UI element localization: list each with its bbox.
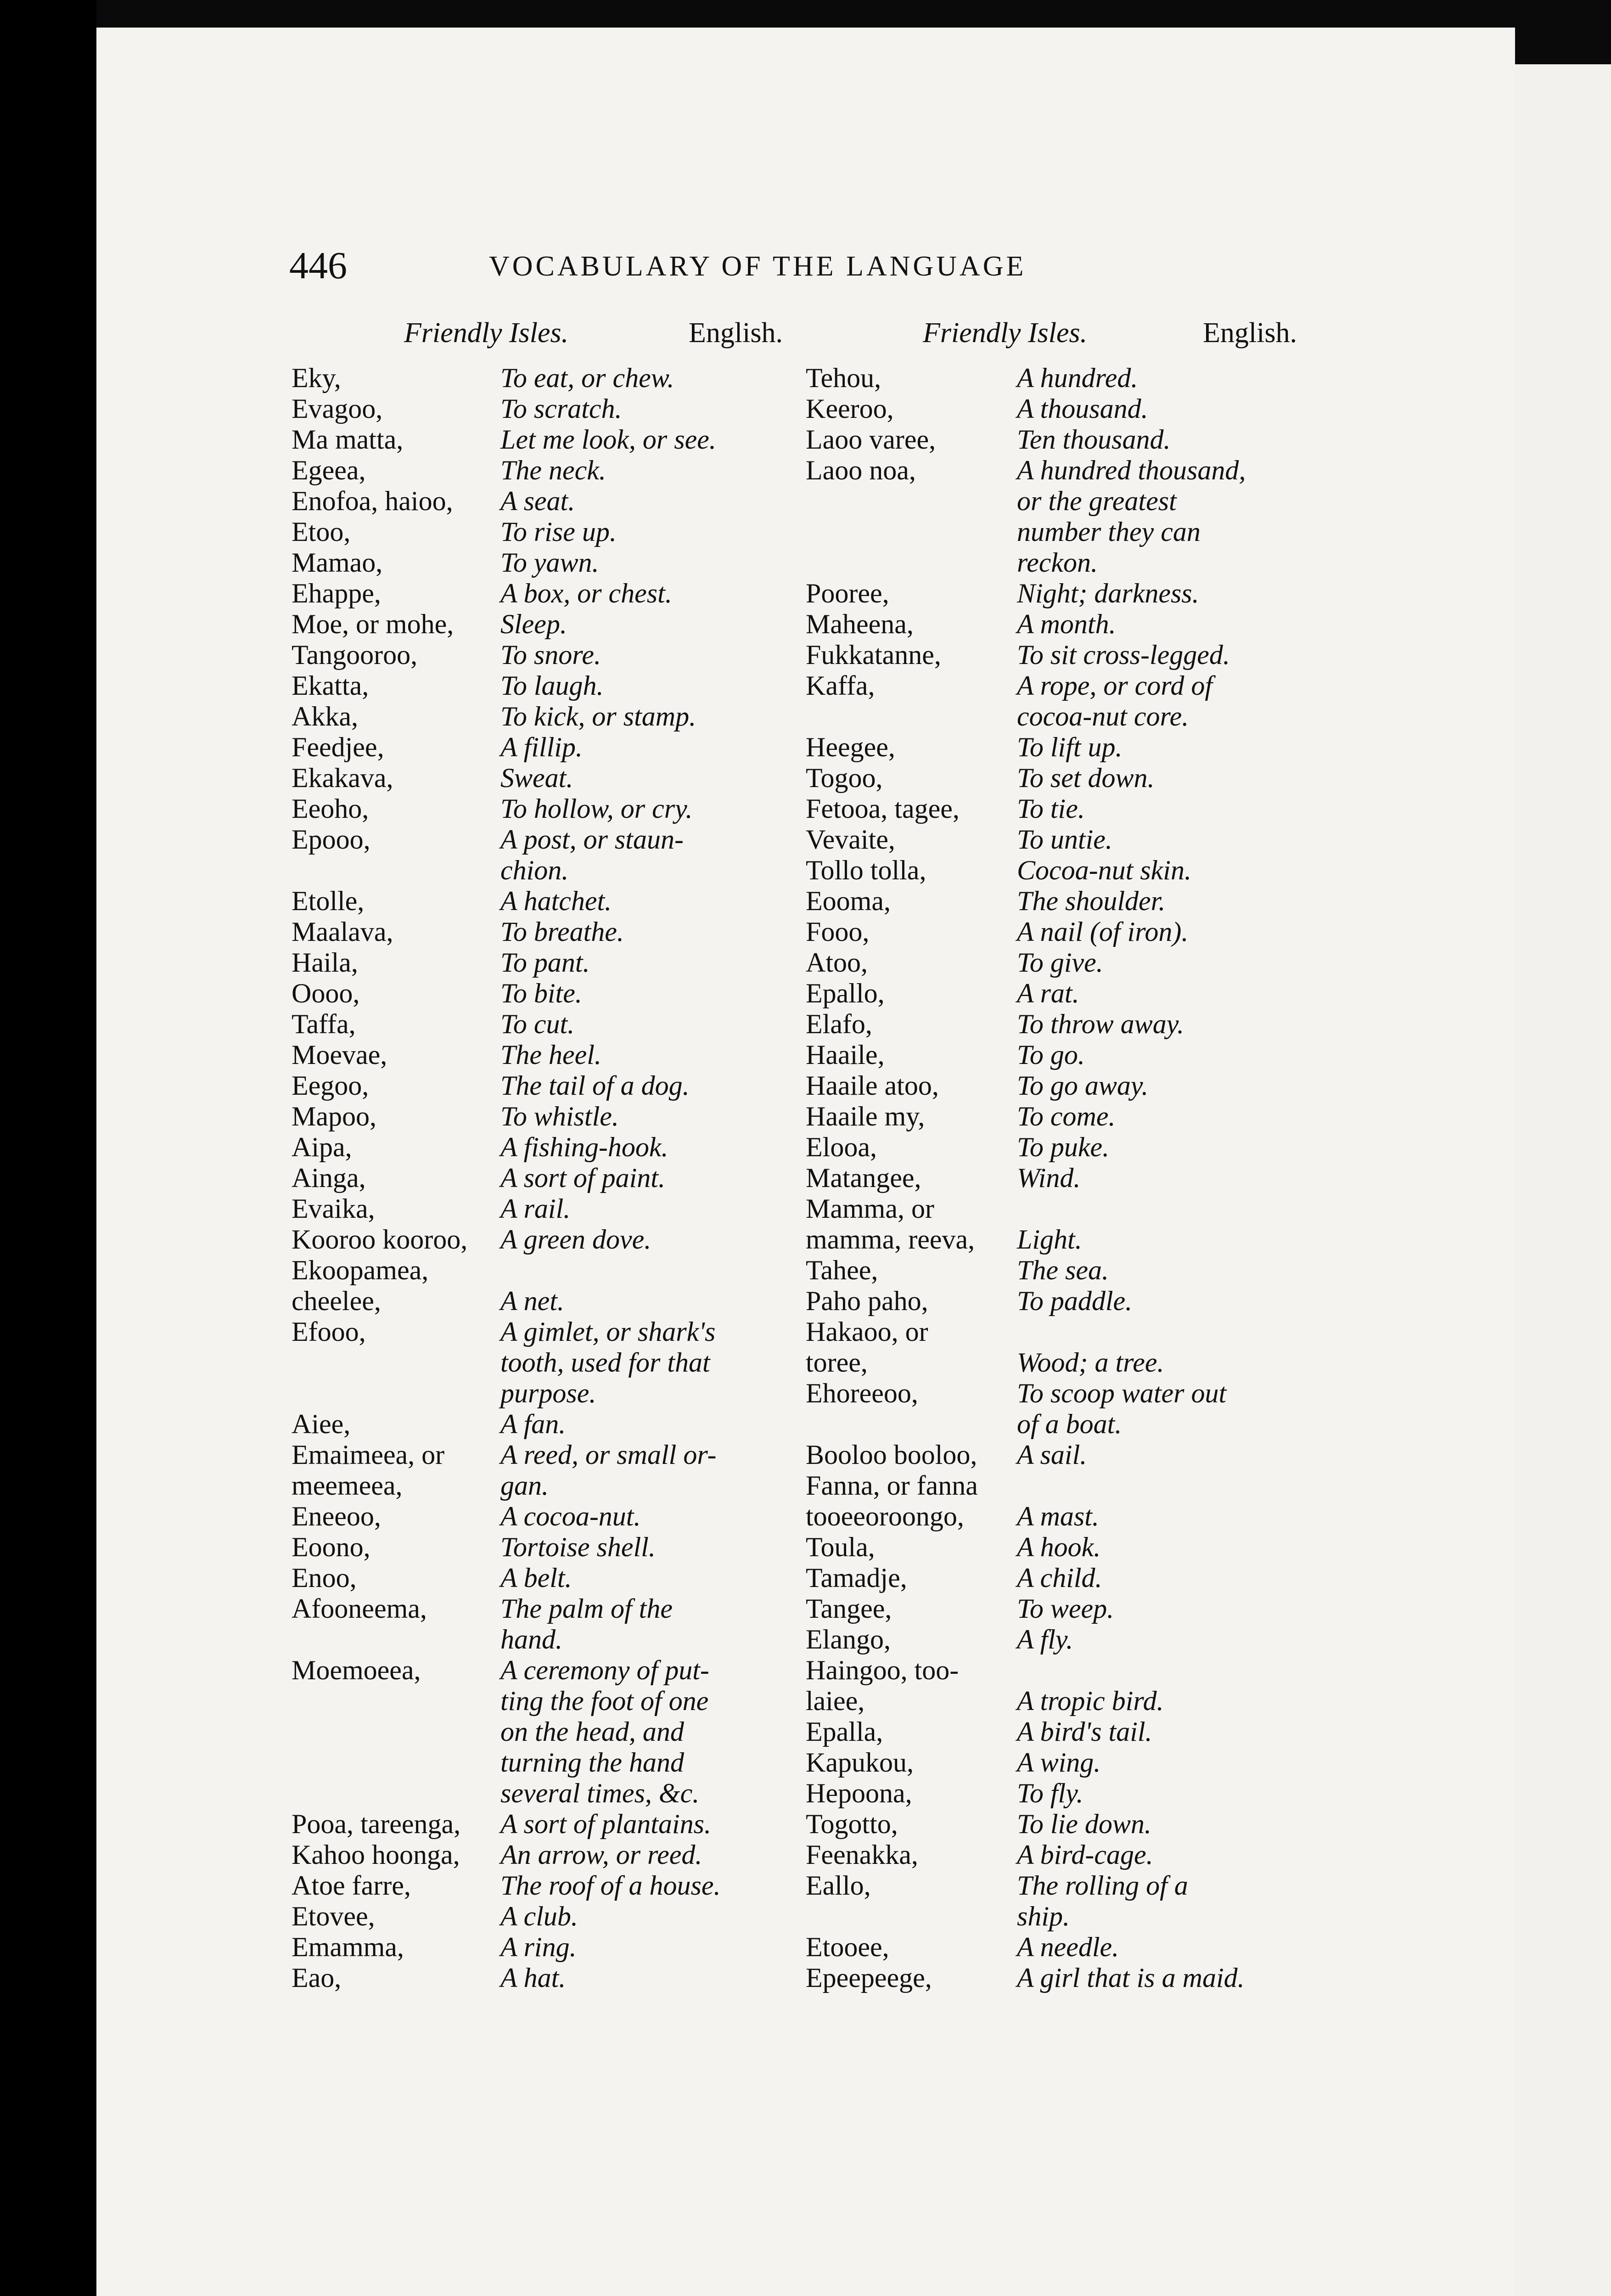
running-head: VOCABULARY OF THE LANGUAGE bbox=[489, 251, 1027, 282]
vocab-line: A club. bbox=[500, 1901, 578, 1931]
vocab-line bbox=[806, 1409, 1035, 1440]
vocab-line: The roof of a house. bbox=[500, 1870, 721, 1901]
vocab-line: Keeroo, bbox=[806, 394, 894, 424]
vocab-line: Mamma, or bbox=[806, 1193, 934, 1224]
vocab-line: To go away. bbox=[1017, 1070, 1149, 1101]
vocab-line: Let me look, or see. bbox=[500, 424, 716, 455]
vocab-line bbox=[806, 701, 1035, 732]
vocab-line: Matangee, bbox=[806, 1163, 921, 1193]
vocab-line: Atoe farre, bbox=[292, 1870, 411, 1901]
vocab-line: Epeepeege, bbox=[806, 1963, 932, 1993]
vocab-line: of a boat. bbox=[1017, 1409, 1122, 1439]
vocab-line: Eneeoo, bbox=[292, 1501, 381, 1531]
vocab-line: Eallo, bbox=[806, 1870, 871, 1901]
vocab-line: Feedjee, bbox=[292, 732, 384, 762]
vocab-line: To set down. bbox=[1017, 763, 1155, 793]
vocab-line: hand. bbox=[500, 1624, 562, 1654]
vocab-line: Kaffa, bbox=[806, 670, 875, 701]
vocab-line: A nail (of iron). bbox=[1017, 917, 1189, 947]
vocab-line: Moevae, bbox=[292, 1040, 387, 1070]
vocab-line: A sort of plantains. bbox=[500, 1809, 711, 1839]
vocab-line: turning the hand bbox=[500, 1747, 684, 1778]
vocab-line: A fan. bbox=[500, 1409, 566, 1439]
vocab-line: Enofoa, haioo, bbox=[292, 486, 453, 516]
vocab-line: To scoop water out bbox=[1017, 1378, 1227, 1408]
vocab-line: Elooa, bbox=[806, 1132, 877, 1162]
vocab-line: Enoo, bbox=[292, 1563, 357, 1593]
vocab-line: Aipa, bbox=[292, 1132, 352, 1162]
vocab-line: Eao, bbox=[292, 1963, 342, 1993]
vocab-line: Pooa, tareenga, bbox=[292, 1809, 461, 1839]
vocab-line: A ring. bbox=[500, 1932, 577, 1962]
vocab-line: or the greatest bbox=[1017, 486, 1177, 516]
vocab-line: Togotto, bbox=[806, 1809, 898, 1839]
vocab-line bbox=[292, 1686, 530, 1716]
vocab-line: A reed, or small or- bbox=[500, 1440, 717, 1470]
vocab-line: To lie down. bbox=[1017, 1809, 1151, 1839]
vocab-line: Feenakka, bbox=[806, 1840, 918, 1870]
vocab-line: A girl that is a maid. bbox=[1017, 1963, 1245, 1993]
vocab-line: laiee, bbox=[806, 1686, 865, 1716]
vocab-line: Heegee, bbox=[806, 732, 895, 762]
vocab-line: Night; darkness. bbox=[1017, 578, 1199, 608]
vocab-line: meemeea, bbox=[292, 1470, 403, 1501]
scan-dark-margin bbox=[0, 0, 96, 2296]
vocab-line: A seat. bbox=[500, 486, 575, 516]
vocab-line: tooth, used for that bbox=[500, 1347, 710, 1378]
vocab-line: A fillip. bbox=[500, 732, 583, 762]
vocab-line: To pant. bbox=[500, 947, 590, 978]
vocab-line: Ten thousand. bbox=[1017, 424, 1171, 455]
vocab-line: Fukkatanne, bbox=[806, 640, 941, 670]
vocab-line bbox=[1017, 1470, 1366, 1501]
vocab-line: A hatchet. bbox=[500, 886, 612, 916]
vocab-line: on the head, and bbox=[500, 1716, 684, 1747]
vocab-line: A ceremony of put- bbox=[500, 1655, 709, 1685]
vocab-line: To scratch. bbox=[500, 394, 622, 424]
vocab-line: Tortoise shell. bbox=[500, 1532, 656, 1562]
vocab-line: cheelee, bbox=[292, 1286, 381, 1316]
vocab-line bbox=[292, 1778, 530, 1809]
vocab-line: Epallo, bbox=[806, 978, 885, 1008]
vocab-line: Laoo varee, bbox=[806, 424, 936, 455]
vocab-line bbox=[292, 1716, 530, 1747]
vocab-line: A child. bbox=[1017, 1563, 1102, 1593]
vocab-line: To sit cross-legged. bbox=[1017, 640, 1230, 670]
vocab-line bbox=[806, 486, 1035, 517]
vocab-line: Elafo, bbox=[806, 1009, 872, 1039]
vocab-line: A cocoa-nut. bbox=[500, 1501, 641, 1531]
vocab-line: Pooree, bbox=[806, 578, 889, 608]
vocab-line: The palm of the bbox=[500, 1593, 673, 1624]
vocab-line: Atoo, bbox=[806, 947, 868, 978]
vocab-line: Tangooroo, bbox=[292, 640, 418, 670]
vocab-line: Sleep. bbox=[500, 609, 567, 639]
vocab-line: Mamao, bbox=[292, 547, 383, 578]
vocab-line: A hundred thousand, bbox=[1017, 455, 1246, 485]
vocab-line: Evaika, bbox=[292, 1193, 375, 1224]
vocab-line: Fetooa, tagee, bbox=[806, 793, 960, 824]
vocab-line bbox=[292, 1747, 530, 1778]
vocab-line bbox=[292, 1378, 530, 1409]
vocab-line: The shoulder. bbox=[1017, 886, 1166, 916]
vocab-line: A rope, or cord of bbox=[1017, 670, 1213, 701]
vocab-line: To tie. bbox=[1017, 793, 1085, 824]
vocab-line: A fishing-hook. bbox=[500, 1132, 668, 1162]
vocab-line: Haingoo, too- bbox=[806, 1655, 959, 1685]
vocab-line bbox=[1017, 1317, 1366, 1347]
vocab-line: A sort of paint. bbox=[500, 1163, 665, 1193]
vocab-line: To snore. bbox=[500, 640, 601, 670]
vocab-line: A mast. bbox=[1017, 1501, 1099, 1531]
vocab-line: toree, bbox=[806, 1347, 868, 1378]
vocab-line: number they can bbox=[1017, 517, 1201, 547]
vocab-line: Epooo, bbox=[292, 824, 370, 855]
vocab-line: To cut. bbox=[500, 1009, 575, 1039]
vocab-line: A fly. bbox=[1017, 1624, 1073, 1654]
vocab-line: A gimlet, or shark's bbox=[500, 1317, 716, 1347]
vocab-line: To give. bbox=[1017, 947, 1103, 978]
vocab-line: To weep. bbox=[1017, 1593, 1114, 1624]
vocab-line: Tamadje, bbox=[806, 1563, 907, 1593]
vocab-line: Eooma, bbox=[806, 886, 891, 916]
vocab-line bbox=[500, 1255, 836, 1286]
vocab-line: Wood; a tree. bbox=[1017, 1347, 1164, 1378]
vocab-line: A wing. bbox=[1017, 1747, 1101, 1778]
vocab-line: Ehappe, bbox=[292, 578, 381, 608]
vocab-line: cocoa-nut core. bbox=[1017, 701, 1189, 732]
vocab-line: Wind. bbox=[1017, 1163, 1081, 1193]
vocab-line bbox=[1017, 1655, 1366, 1686]
vocab-line: The heel. bbox=[500, 1040, 601, 1070]
vocab-line: Maalava, bbox=[292, 917, 393, 947]
vocab-line: Haaile atoo, bbox=[806, 1070, 939, 1101]
vocab-line: Paho paho, bbox=[806, 1286, 928, 1316]
vocab-line: Ainga, bbox=[292, 1163, 366, 1193]
vocab-line: The tail of a dog. bbox=[500, 1070, 690, 1101]
vocab-line: Evagoo, bbox=[292, 394, 383, 424]
vocab-line: Oooo, bbox=[292, 978, 360, 1008]
vocab-line: To untie. bbox=[1017, 824, 1112, 855]
vocab-line: Ekatta, bbox=[292, 670, 369, 701]
vocab-line: mamma, reeva, bbox=[806, 1224, 975, 1255]
vocab-line: Moe, or mohe, bbox=[292, 609, 454, 639]
vocab-line: A bird-cage. bbox=[1017, 1840, 1153, 1870]
vocab-line: reckon. bbox=[1017, 547, 1098, 578]
vocab-line: The neck. bbox=[500, 455, 606, 485]
vocab-line: To throw away. bbox=[1017, 1009, 1184, 1039]
vocab-line: purpose. bbox=[500, 1378, 596, 1408]
vocab-line: Kahoo hoonga, bbox=[292, 1840, 460, 1870]
vocab-line: To hollow, or cry. bbox=[500, 793, 693, 824]
vocab-line: Afooneema, bbox=[292, 1593, 427, 1624]
column-english-2 bbox=[1017, 363, 1366, 1993]
vocab-line: Etovee, bbox=[292, 1901, 375, 1931]
vocab-line: To lift up. bbox=[1017, 732, 1123, 762]
vocab-line: To breathe. bbox=[500, 917, 624, 947]
column-header-english-1: English. bbox=[689, 317, 783, 349]
vocab-line: To fly. bbox=[1017, 1778, 1083, 1808]
vocab-line: Etolle, bbox=[292, 886, 365, 916]
vocab-line: To come. bbox=[1017, 1101, 1116, 1131]
vocab-line: ship. bbox=[1017, 1901, 1070, 1931]
vocab-line: Hepoona, bbox=[806, 1778, 912, 1808]
page-number: 446 bbox=[289, 244, 347, 287]
vocab-line: Mapoo, bbox=[292, 1101, 376, 1131]
vocab-line: Eegoo, bbox=[292, 1070, 369, 1101]
vocab-line bbox=[1017, 1193, 1366, 1224]
vocab-line: gan. bbox=[500, 1470, 549, 1501]
vocab-line: Tangee, bbox=[806, 1593, 892, 1624]
vocab-line bbox=[806, 547, 1035, 578]
vocab-line: To yawn. bbox=[500, 547, 599, 578]
column-english-1 bbox=[500, 363, 836, 1993]
vocab-line: Toula, bbox=[806, 1532, 875, 1562]
vocab-line: Light. bbox=[1017, 1224, 1082, 1255]
vocab-line: Tehou, bbox=[806, 363, 881, 393]
vocab-line: Eky, bbox=[292, 363, 341, 393]
vocab-line: Kooroo kooroo, bbox=[292, 1224, 468, 1255]
vocab-line: To paddle. bbox=[1017, 1286, 1133, 1316]
vocab-line: A month. bbox=[1017, 609, 1116, 639]
vocab-line: Booloo booloo, bbox=[806, 1440, 977, 1470]
column-friendly-isles-2 bbox=[806, 363, 1035, 1993]
vocab-line: A hook. bbox=[1017, 1532, 1101, 1562]
vocab-line: To whistle. bbox=[500, 1101, 619, 1131]
vocab-line: Maheena, bbox=[806, 609, 914, 639]
vocab-line bbox=[292, 1347, 530, 1378]
vocab-line: Haaile my, bbox=[806, 1101, 925, 1131]
vocab-line: A belt. bbox=[500, 1563, 572, 1593]
vocab-line: To kick, or stamp. bbox=[500, 701, 696, 732]
vocab-line: Aiee, bbox=[292, 1409, 351, 1439]
vocab-line: A post, or staun- bbox=[500, 824, 684, 855]
column-header-english-2: English. bbox=[1203, 317, 1297, 349]
vocab-line: A hundred. bbox=[1017, 363, 1138, 393]
vocab-line: To go. bbox=[1017, 1040, 1085, 1070]
vocab-line: A hat. bbox=[500, 1963, 566, 1993]
vocab-line: The sea. bbox=[1017, 1255, 1109, 1285]
vocab-line bbox=[806, 1901, 1035, 1932]
vocab-line: Vevaite, bbox=[806, 824, 895, 855]
column-friendly-isles-1 bbox=[292, 363, 530, 1993]
vocab-line: To puke. bbox=[1017, 1132, 1110, 1162]
vocab-line: A box, or chest. bbox=[500, 578, 672, 608]
vocab-line: Fanna, or fanna bbox=[806, 1470, 978, 1501]
vocab-line: tooeeoroongo, bbox=[806, 1501, 964, 1531]
vocab-line: Taffa, bbox=[292, 1009, 356, 1039]
vocab-line: Cocoa-nut skin. bbox=[1017, 855, 1191, 885]
vocab-line: An arrow, or reed. bbox=[500, 1840, 702, 1870]
vocab-line: Eoono, bbox=[292, 1532, 370, 1562]
vocab-line: A bird's tail. bbox=[1017, 1716, 1152, 1747]
vocab-line: Ehoreeoo, bbox=[806, 1378, 918, 1408]
vocab-line: A green dove. bbox=[500, 1224, 651, 1255]
vocab-line: Akka, bbox=[292, 701, 358, 732]
column-header-friendly-isles-2: Friendly Isles. bbox=[923, 317, 1088, 349]
vocab-line: A net. bbox=[500, 1286, 564, 1316]
vocab-line: Ekakava, bbox=[292, 763, 393, 793]
vocab-line: Emamma, bbox=[292, 1932, 404, 1962]
vocab-line: The rolling of a bbox=[1017, 1870, 1188, 1901]
vocab-line: A needle. bbox=[1017, 1932, 1119, 1962]
vocab-line: Egeea, bbox=[292, 455, 366, 485]
vocab-line: Fooo, bbox=[806, 917, 870, 947]
vocab-line: Haila, bbox=[292, 947, 358, 978]
vocab-line: Haaile, bbox=[806, 1040, 885, 1070]
vocab-line: Laoo noa, bbox=[806, 455, 916, 485]
vocab-line: Hakaoo, or bbox=[806, 1317, 928, 1347]
vocab-line: Tahee, bbox=[806, 1255, 878, 1285]
vocab-line: A thousand. bbox=[1017, 394, 1148, 424]
vocab-line: ting the foot of one bbox=[500, 1686, 709, 1716]
vocab-line: Tollo tolla, bbox=[806, 855, 926, 885]
vocab-line: A rat. bbox=[1017, 978, 1079, 1008]
vocab-line: Epalla, bbox=[806, 1716, 883, 1747]
vocab-line: To laugh. bbox=[500, 670, 604, 701]
vocab-line bbox=[292, 1624, 530, 1655]
vocab-line: Ekoopamea, bbox=[292, 1255, 429, 1285]
vocab-line: chion. bbox=[500, 855, 569, 885]
vocab-line: Efooo, bbox=[292, 1317, 366, 1347]
vocab-line: A rail. bbox=[500, 1193, 571, 1224]
vocab-line: Etoo, bbox=[292, 517, 351, 547]
vocab-line: A sail. bbox=[1017, 1440, 1087, 1470]
vocab-line bbox=[806, 517, 1035, 547]
vocab-line: A tropic bird. bbox=[1017, 1686, 1164, 1716]
vocab-line: Togoo, bbox=[806, 763, 883, 793]
column-header-friendly-isles-1: Friendly Isles. bbox=[404, 317, 569, 349]
vocab-line: several times, &c. bbox=[500, 1778, 700, 1808]
vocab-line: Kapukou, bbox=[806, 1747, 914, 1778]
vocab-line bbox=[292, 855, 530, 886]
vocab-line: To eat, or chew. bbox=[500, 363, 674, 393]
vocab-line: To rise up. bbox=[500, 517, 617, 547]
vocab-line: Ma matta, bbox=[292, 424, 404, 455]
vocab-line: Etooee, bbox=[806, 1932, 889, 1962]
vocab-line: Eeoho, bbox=[292, 793, 369, 824]
vocab-line: Emaimeea, or bbox=[292, 1440, 445, 1470]
vocab-line: Moemoeea, bbox=[292, 1655, 421, 1685]
facing-page-edge bbox=[1515, 64, 1611, 2296]
vocab-line: Elango, bbox=[806, 1624, 891, 1654]
vocab-line: Sweat. bbox=[500, 763, 573, 793]
vocab-line: To bite. bbox=[500, 978, 582, 1008]
